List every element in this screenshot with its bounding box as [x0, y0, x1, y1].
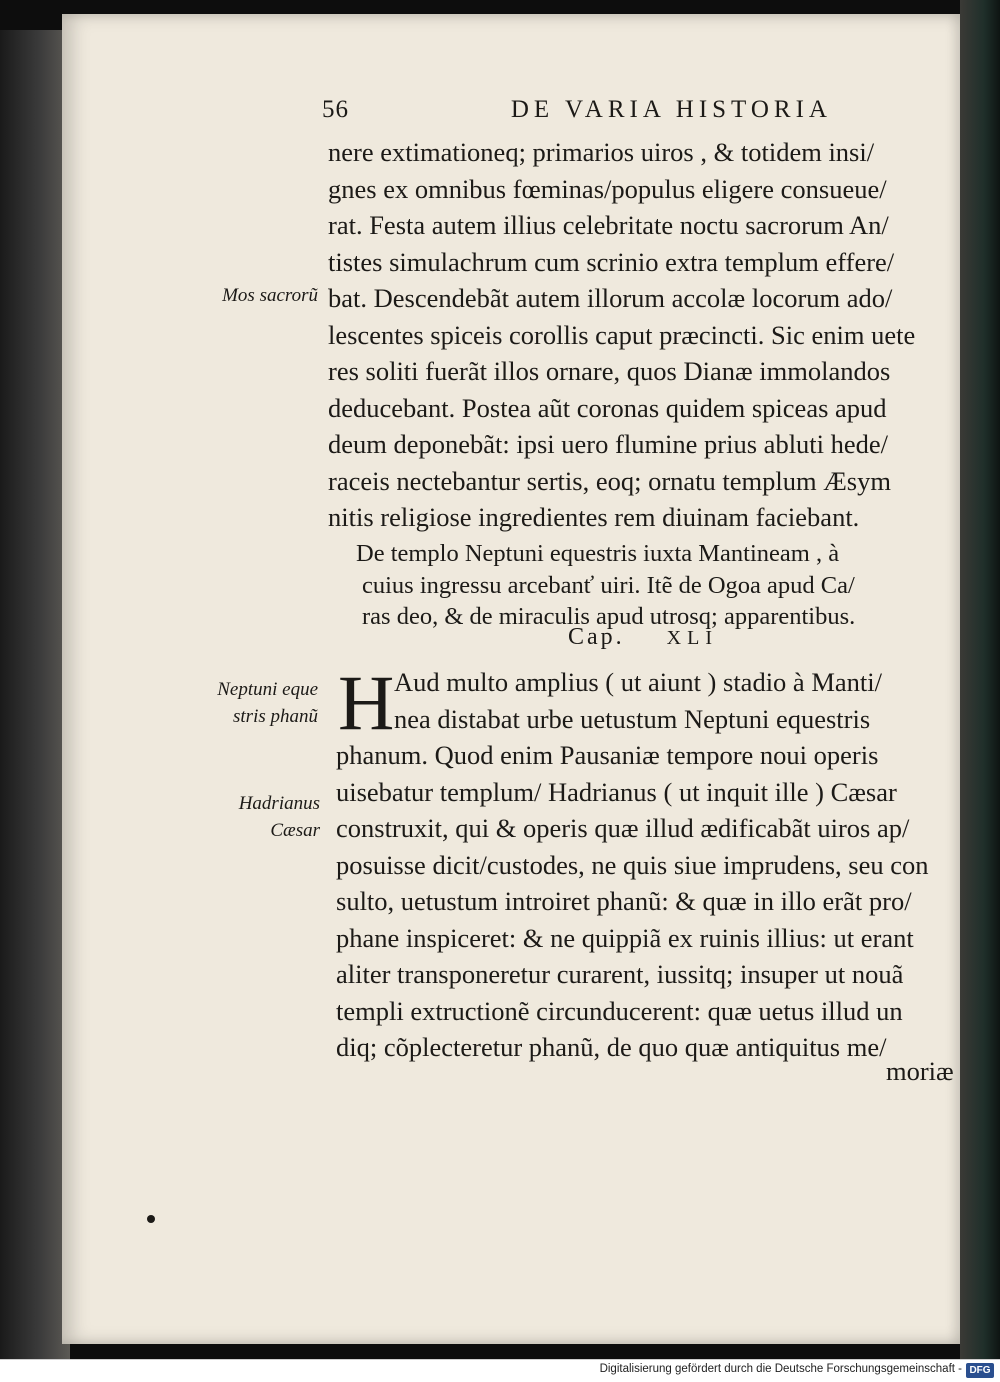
text-line: phane inspiceret: & ne quippiã ex ruinis illius: ut erant: [336, 922, 914, 953]
text-line: gnes ex omnibus fœminas/populus eligere consueue/: [328, 173, 887, 204]
text-line: deducebant. Postea aũt coronas quidem spiceas apud: [328, 392, 887, 423]
text-line: nitis religiose ingredientes rem diuinam faciebant.: [328, 502, 860, 532]
chapter-rubric: [356, 538, 946, 633]
text-line: templi extructionẽ circunducerent: quæ uetus illud un: [336, 995, 903, 1026]
text-line: nere extimationeq; primarios uiros , & totidem insi/: [328, 137, 875, 167]
chapter-number: XLI: [666, 627, 718, 649]
marginal-note-neptuni: [180, 676, 318, 730]
text-line: phanum. Quod enim Pausaniæ tempore noui operis: [336, 740, 879, 770]
funding-notice: Digitalisierung gefördert durch die Deutsche Forschungsgemeinschaft -: [599, 1363, 962, 1375]
rubric-line: De templo Neptuni equestris iuxta Mantineam , à: [356, 540, 840, 567]
running-head-title: DE VARIA HISTORIA: [510, 96, 832, 123]
text-line: bat. Descendebãt autem illorum accolæ locorum ado/: [328, 283, 893, 313]
text-line: rat. Festa autem illius celebritate noctu sacrorum An/: [328, 210, 889, 240]
chapter-label: Cap.: [568, 624, 625, 650]
text-line: uisebatur templum/ Hadrianus ( ut inquit ille ) Cæsar: [336, 776, 897, 807]
marginal-line: Hadrianus: [238, 793, 320, 814]
text-line: sulto, uetustum introiret phanũ: & quæ in illo erãt pro/: [336, 886, 912, 916]
rubric-line: cuius ingressu arcebanť uiri. Itẽ de Ogoa apud Ca/: [362, 571, 855, 599]
running-header: [322, 96, 832, 124]
text-line: Aud multo amplius ( ut aiunt ) stadio à Manti/: [394, 667, 882, 697]
body-text-first: [328, 134, 964, 536]
text-line: deum deponebãt: ipsi uero flumine prius abluti hede/: [328, 429, 889, 459]
drop-cap-initial: H: [338, 659, 395, 746]
text-line: posuisse dicit/custodes, ne quis siue imprudens, seu con: [336, 849, 929, 880]
text-line: raceis nectebantur sertis, eoq; ornatu templum Æsym: [328, 465, 891, 496]
text-line: tistes simulachrum cum scrinio extra templum effere/: [328, 246, 895, 277]
ink-spot: [147, 1215, 155, 1223]
book-cover-right: [960, 0, 1000, 1360]
marginal-line: Neptuni eque: [217, 679, 318, 700]
page-number: 56: [322, 96, 349, 123]
text-line: aliter transponeretur curarent, iussitq; insuper ut nouã: [336, 959, 904, 989]
rubric-line: ras deo, & de miraculis apud utrosq; apparentibus.: [362, 603, 856, 630]
marginal-line: Cæsar: [270, 820, 320, 841]
body-text-second: [336, 659, 966, 1066]
marginal-note-hadrianus: [180, 790, 320, 844]
digitization-footer: [0, 1359, 1000, 1382]
text-line: nea distabat urbe uetustum Neptuni equestris: [394, 703, 871, 734]
text-line: res soliti fuerãt illos ornare, quos Dianæ immolandos: [328, 356, 891, 386]
catchword: moriæ: [886, 1056, 954, 1086]
text-line: lescentes spiceis corollis caput præcincti. Sic enim uete: [328, 319, 916, 350]
text-line: construxit, qui & operis quæ illud ædificabãt uiros ap/: [336, 813, 910, 843]
chapter-heading: [568, 624, 718, 651]
book-cover-left: [0, 30, 70, 1360]
marginal-note-sacrorum: Mos sacrorũ: [222, 285, 318, 306]
marginal-line: stris phanũ: [233, 706, 318, 727]
dfg-logo-icon[interactable]: DFG: [966, 1363, 994, 1378]
text-line: diq; cõplecteretur phanũ, de quo quæ antiquitus me/: [336, 1032, 887, 1062]
